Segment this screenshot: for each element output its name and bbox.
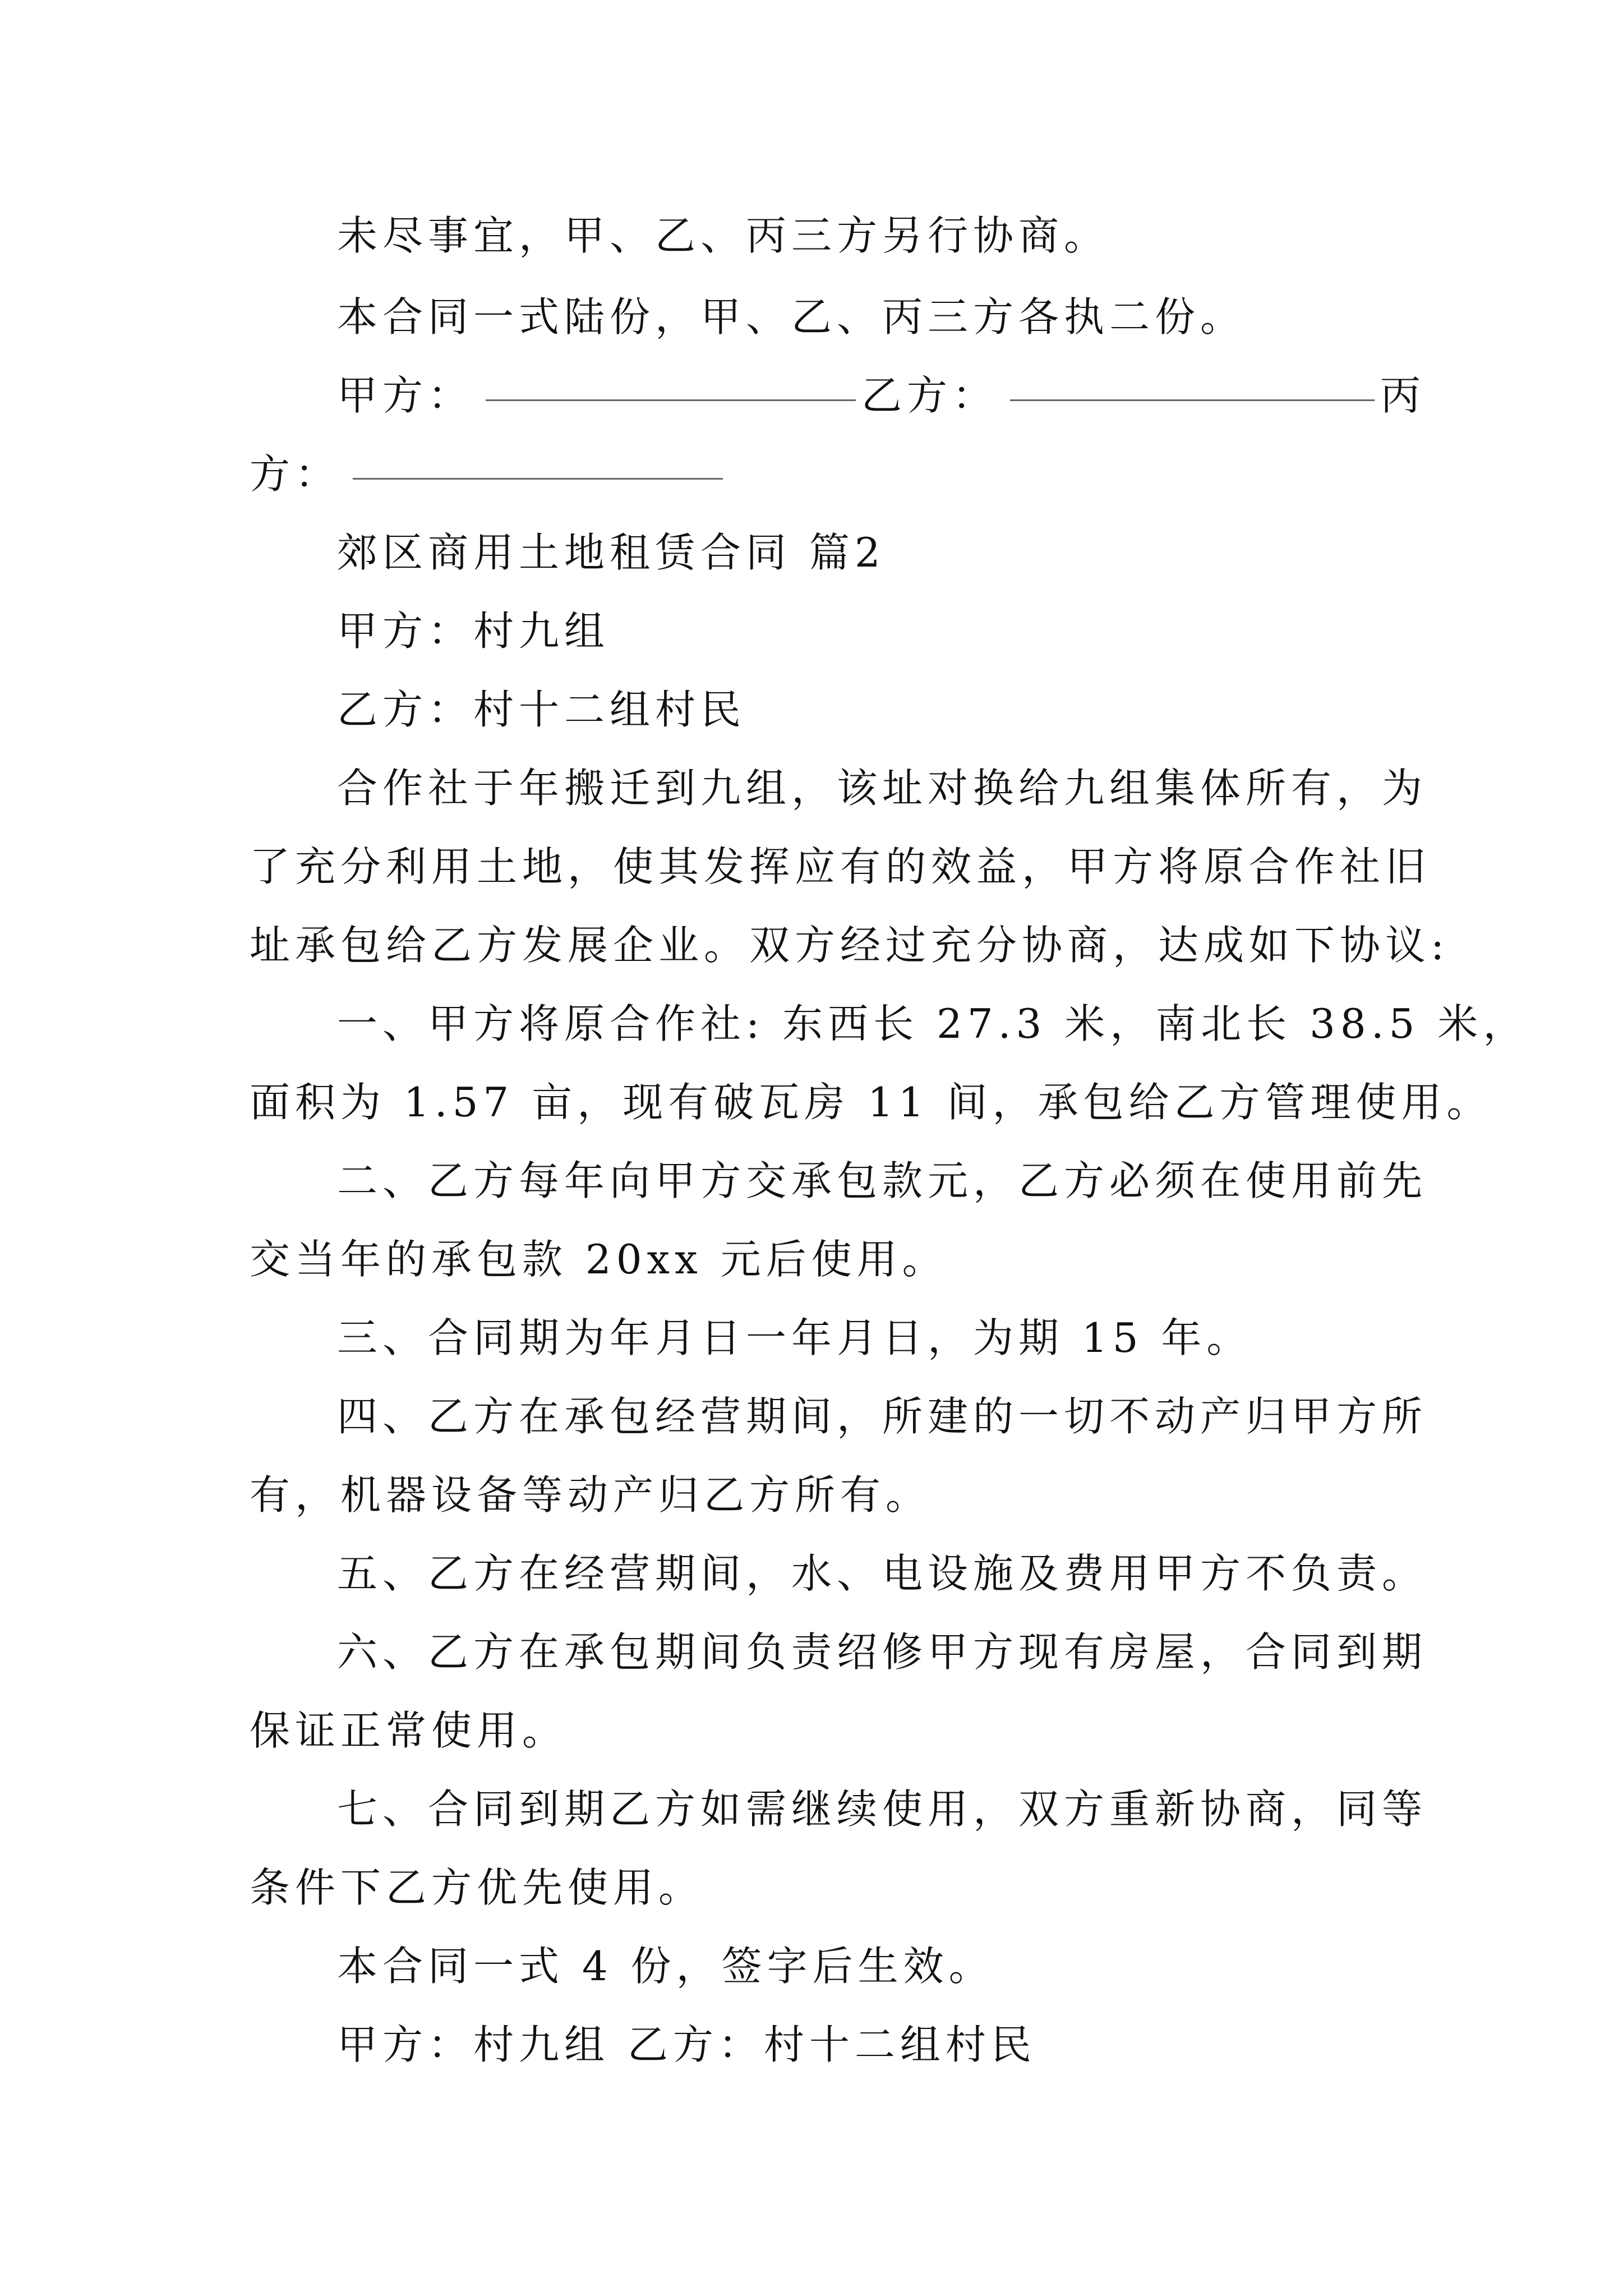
party-a-blank [486,397,856,401]
clause-line: 保证正常使用。 [250,1707,568,1754]
clause-line: 二、乙方每年向甲方交承包款元，乙方必须在使用前先 [337,1157,1428,1204]
clause-line: 七、合同到期乙方如需继续使用，双方重新协商，同等 [337,1786,1428,1833]
party-b-label: 乙方： [861,372,998,419]
party-c-label-end: 方： [250,450,341,498]
clause-line: 一、甲方将原合作社: 东西长 27.3 米，南北长 38.5 米， [337,1000,1529,1047]
signature-line [337,367,1476,424]
party-c-label-start: 丙 [1380,372,1426,419]
clause-line: 面积为 1.57 亩，现有破瓦房 11 间，承包给乙方管理使用。 [250,1079,1492,1126]
clause-line: 交当年的承包款 20xx 元后使用。 [250,1236,948,1283]
clause-line: 四、乙方在承包经营期间，所建的一切不动产归甲方所 [337,1393,1428,1440]
paragraph-line: 本合同一式 4 份，签字后生效。 [337,1943,994,1990]
section-title: 郊区商用土地租赁合同 篇2 [337,529,886,576]
paragraph-line: 了充分利用土地，使其发挥应有的效益，甲方将原合作社旧 [250,843,1431,890]
party-b-blank [1010,397,1375,401]
party-c-blank [353,476,723,480]
party-a-label: 甲方： [337,372,474,419]
paragraph-line: 本合同一式陆份，甲、乙、丙三方各执二份。 [337,293,1246,341]
clause-line: 五、乙方在经营期间，水、电设施及费用甲方不负责。 [337,1550,1428,1597]
paragraph-line: 合作社于年搬迁到九组，该址对换给九组集体所有，为 [337,765,1428,812]
signature-line-continued [250,446,1388,502]
clause-line: 三、合同期为年月日一年月日，为期 15 年。 [337,1314,1252,1361]
clause-line: 六、乙方在承包期间负责绍修甲方现有房屋，合同到期 [337,1628,1428,1676]
party-b-line: 乙方：村十二组村民 [337,686,746,733]
clause-line: 条件下乙方优先使用。 [250,1864,704,1911]
clause-line: 有，机器设备等动产归乙方所有。 [250,1471,932,1519]
party-a-line: 甲方：村九组 [337,608,610,655]
paragraph-line: 址承包给乙方发展企业。双方经过充分协商，达成如下协议: [250,922,1450,969]
signature-line-final: 甲方：村九组 乙方：村十二组村民 [337,2021,1036,2068]
paragraph-line: 未尽事宜，甲、乙、丙三方另行协商。 [337,212,1110,259]
